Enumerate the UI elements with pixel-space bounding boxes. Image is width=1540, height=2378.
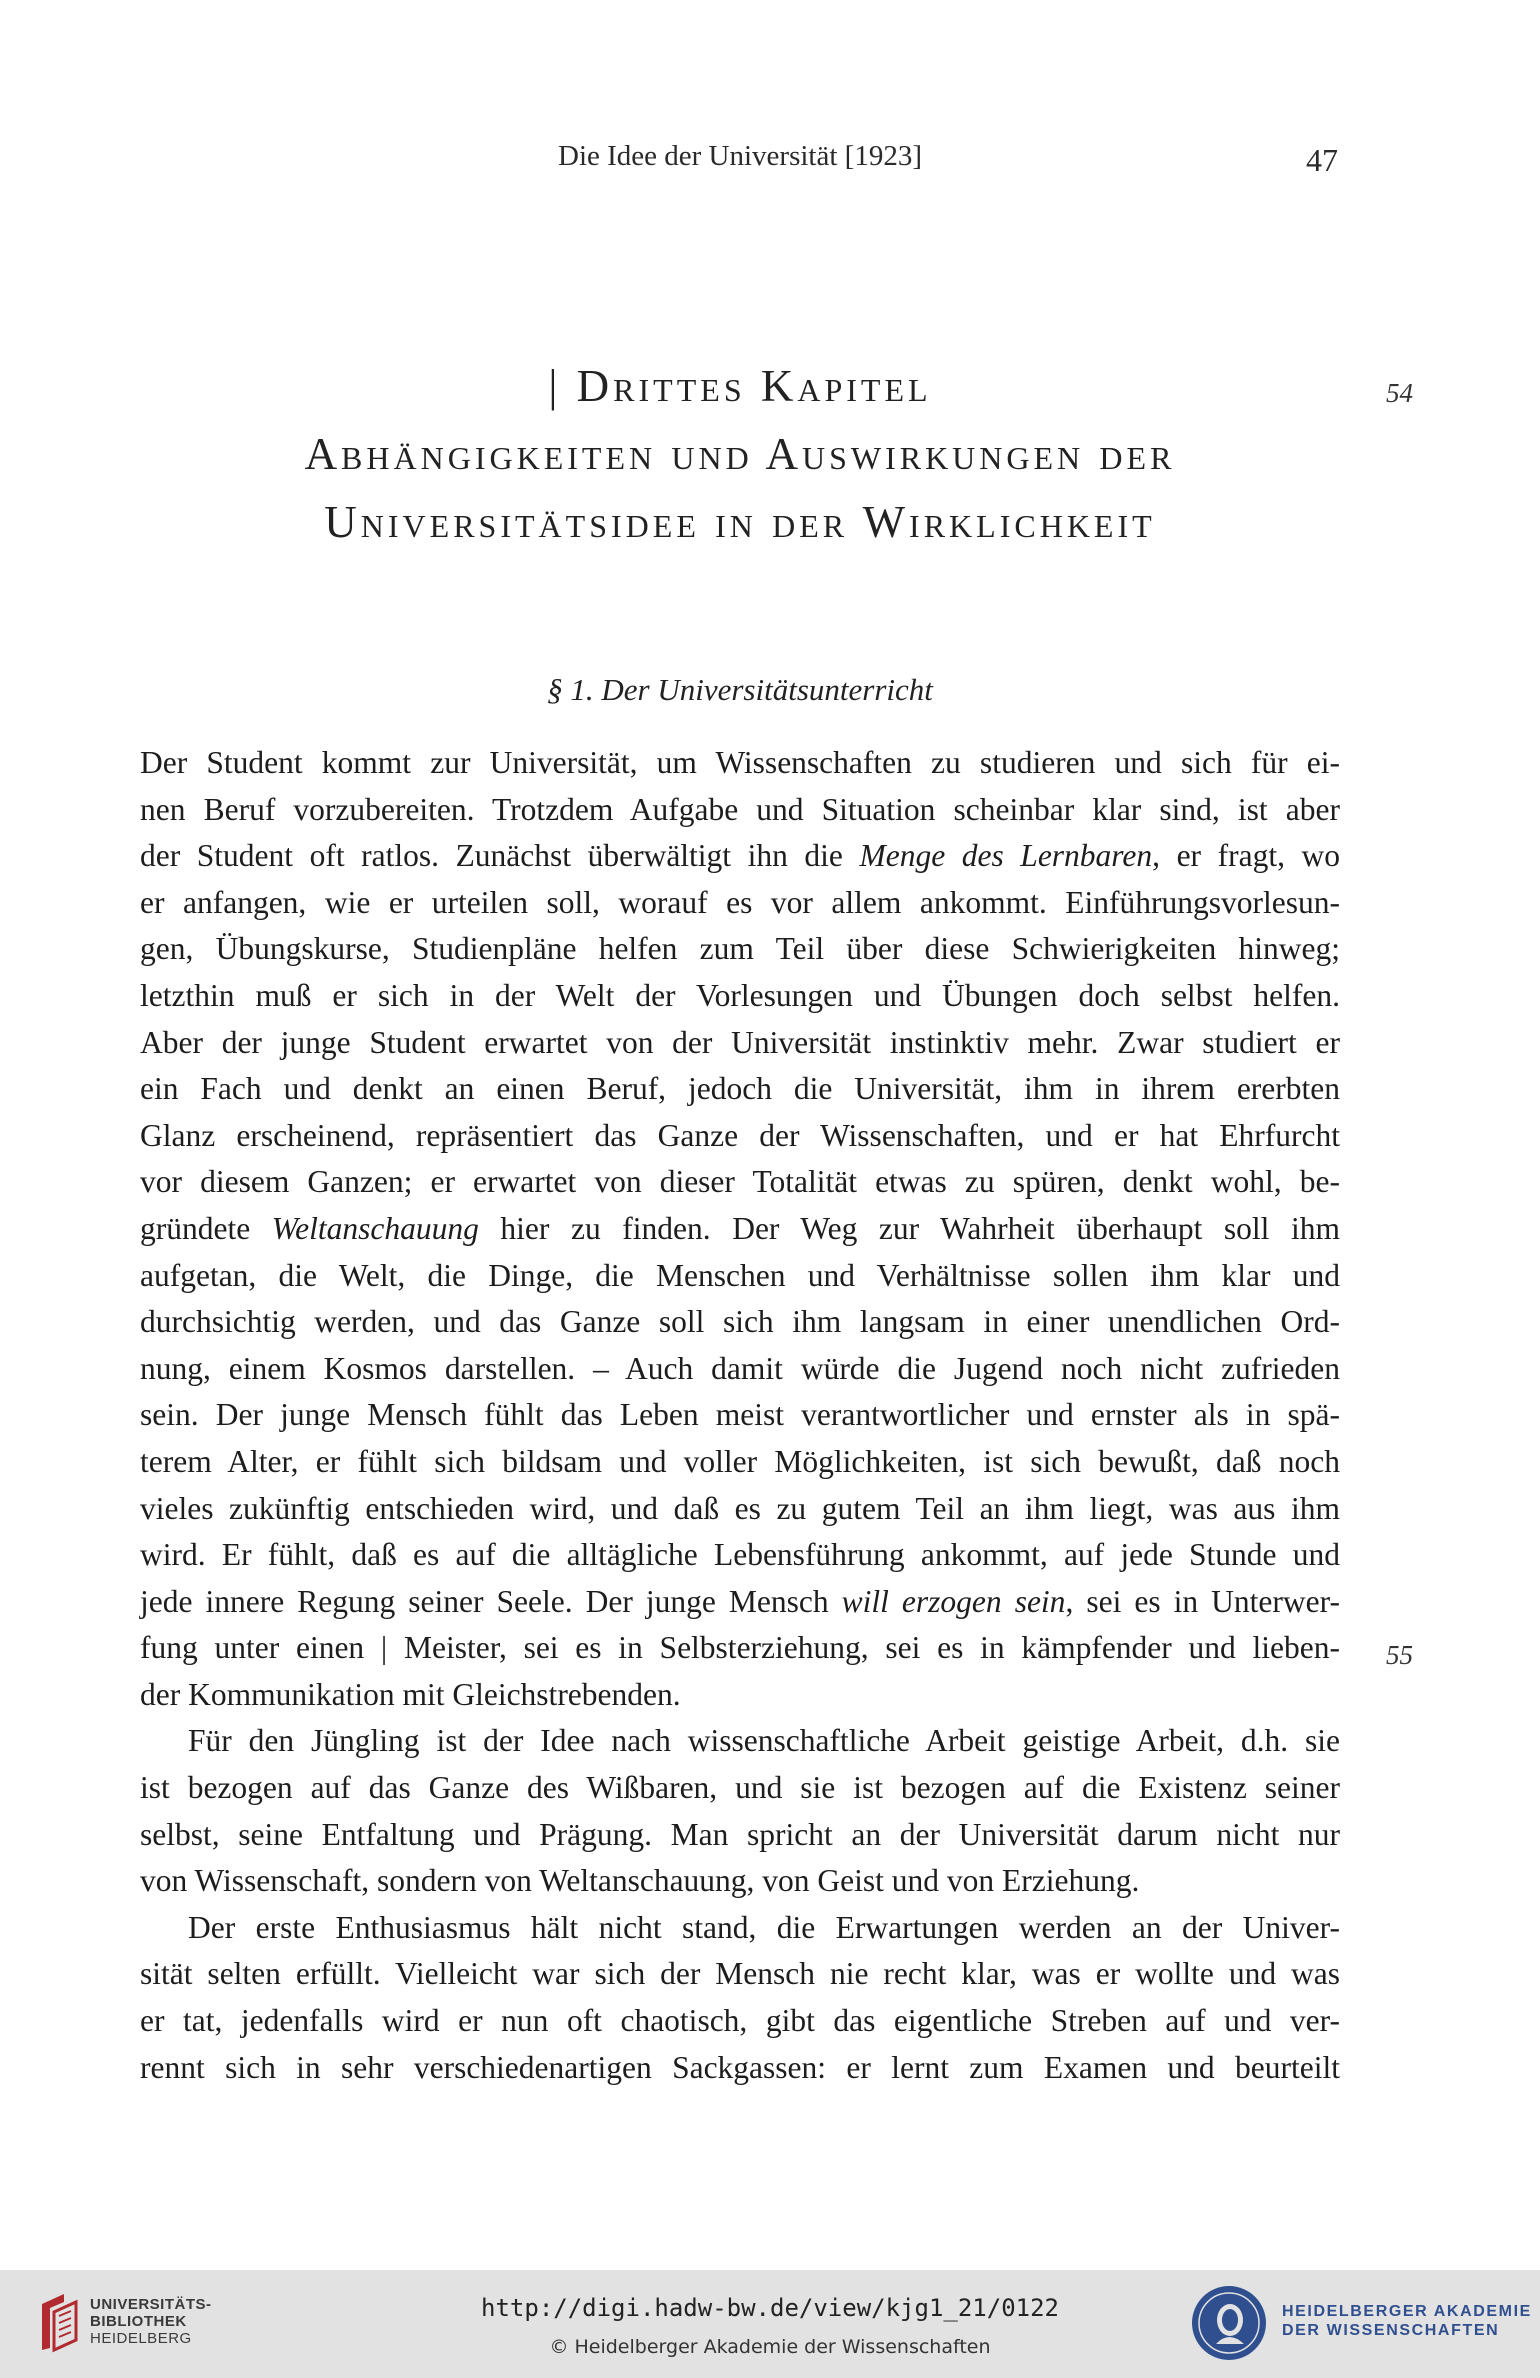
section-heading: § 1. Der Universitätsunterricht xyxy=(547,672,933,707)
text-line: sein. Der junge Mensch fühlt das Leben meist verantwortlicher und ernster als in spä- xyxy=(140,1397,1340,1433)
text-line: er tat, jedenfalls wird er nun oft chaotisch, gibt das eigentliche Streben auf und ver- xyxy=(140,2003,1340,2039)
text-line: vieles zukünftig entschieden wird, und daß es zu gutem Teil an ihm liegt, was aus ihm xyxy=(140,1490,1340,1526)
permalink-url[interactable]: http://digi.hadw-bw.de/view/kjg1_21/0122 xyxy=(481,2294,1059,2322)
text-line: Für den Jüngling ist der Idee nach wissenschaftliche Arbeit geistige Arbeit, d.h. sie xyxy=(188,1723,1340,1759)
text-line: ist bezogen auf das Ganze des Wißbaren, und sie ist bezogen auf die Existenz seiner xyxy=(140,1770,1340,1806)
chapter-title-line-3: Universitätsidee in der Wirklichkeit xyxy=(324,497,1156,547)
academy-seal-logo xyxy=(1190,2284,1268,2362)
text-line: durchsichtig werden, und das Ganze soll sich ihm langsam in einer unendlichen Ord- xyxy=(140,1304,1340,1340)
academy-name: HEIDELBERGER AKADEMIE DER WISSENSCHAFTEN xyxy=(1282,2303,1532,2339)
text-line: Der Student kommt zur Universität, um Wissenschaften zu studieren und sich für ei- xyxy=(140,745,1340,780)
margin-page-ref-55: 55 xyxy=(1386,1640,1413,1670)
text-line: terem Alter, er fühlt sich bildsam und voller Möglichkeiten, ist sich bewußt, daß noch xyxy=(140,1443,1340,1479)
text-line: vor diesem Ganzen; er erwartet von dieser Totalität etwas zu spüren, denkt wohl, be- xyxy=(140,1164,1340,1200)
footer-bar xyxy=(0,2270,1540,2378)
margin-page-ref-54: 54 xyxy=(1386,378,1413,408)
page-number: 47 xyxy=(1306,142,1338,178)
body-text xyxy=(140,740,1340,2091)
text-line: rennt sich in sehr verschiedenartigen Sackgassen: er lernt zum Examen und beurteilt xyxy=(140,2049,1340,2085)
chapter-heading xyxy=(140,352,1340,556)
text-line: gen, Übungskurse, Studienpläne helfen zum Teil über diese Schwierigkeiten hinweg; xyxy=(140,931,1340,967)
text-line: jede innere Regung seiner Seele. Der junge Mensch will erzogen sein, sei es in Unterwer- xyxy=(140,1583,1340,1619)
text-line: sität selten erfüllt. Vielleicht war sich der Mensch nie recht klar, was er wollte und was xyxy=(140,1956,1340,1992)
text-line: der Student oft ratlos. Zunächst überwältigt ihn die Menge des Lernbaren, er fragt, wo xyxy=(140,838,1341,874)
university-library-name: UNIVERSITÄTS- BIBLIOTHEK HEIDELBERG xyxy=(90,2296,212,2347)
text-line: er anfangen, wie er urteilen soll, worauf es vor allem ankommt. Einführungsvorlesun- xyxy=(140,884,1340,920)
copyright-notice: © Heidelberger Akademie der Wissenschaften xyxy=(549,2336,991,2358)
text-line: nung, einem Kosmos darstellen. – Auch damit würde die Jugend noch nicht zufrieden xyxy=(140,1350,1340,1386)
paragraph-2 xyxy=(140,1718,1340,1904)
text-line: ein Fach und denkt an einen Beruf, jedoch die Universität, ihm in ihrem ererbten xyxy=(140,1071,1340,1107)
text-line: selbst, seine Entfaltung und Prägung. Man spricht an der Universität darum nicht nur xyxy=(140,1816,1340,1852)
emphasis: will erzogen sein xyxy=(841,1583,1066,1619)
text-line: von Wissenschaft, sondern von Weltanschauung, von Geist und von Erziehung. xyxy=(140,1863,1140,1899)
chapter-title-line-2: Abhängigkeiten und Auswirkungen der xyxy=(304,429,1176,479)
paragraph-1 xyxy=(140,740,1340,1718)
text-line: fung unter einen | Meister, sei es in Selbsterziehung, sei es in kämpfender und lieben- xyxy=(140,1630,1340,1666)
text-line: aufgetan, die Welt, die Dinge, die Menschen und Verhältnisse sollen ihm klar und xyxy=(140,1257,1340,1293)
running-head-title: Die Idee der Universität [1923] xyxy=(558,140,922,172)
text-line: letzthin muß er sich in der Welt der Vorlesungen und Übungen doch selbst helfen. xyxy=(140,977,1340,1013)
text-line: gründete Weltanschauung hier zu finden. Der Weg zur Wahrheit überhaupt soll ihm xyxy=(140,1210,1340,1246)
emphasis: Weltanschauung xyxy=(271,1210,479,1246)
text-line: Aber der junge Student erwartet von der Universität instinktiv mehr. Zwar studiert er xyxy=(140,1024,1340,1060)
text-line: Der erste Enthusiasmus hält nicht stand, die Erwartungen werden an der Univer- xyxy=(188,1909,1340,1945)
text-line: nen Beruf vorzubereiten. Trotzdem Aufgabe und Situation scheinbar klar sind, ist aber xyxy=(140,791,1340,827)
chapter-title-line-1: | Drittes Kapitel xyxy=(548,361,932,411)
text-line: wird. Er fühlt, daß es auf die alltägliche Lebensführung ankommt, auf jede Stunde und xyxy=(140,1537,1340,1573)
text-line: Glanz erscheinend, repräsentiert das Ganze der Wissenschaften, und er hat Ehrfurcht xyxy=(140,1117,1340,1153)
emphasis: Menge des Lernbaren xyxy=(859,838,1153,874)
paragraph-3 xyxy=(140,1905,1340,2091)
text-line: der Kommunikation mit Gleichstrebenden. xyxy=(140,1676,681,1712)
